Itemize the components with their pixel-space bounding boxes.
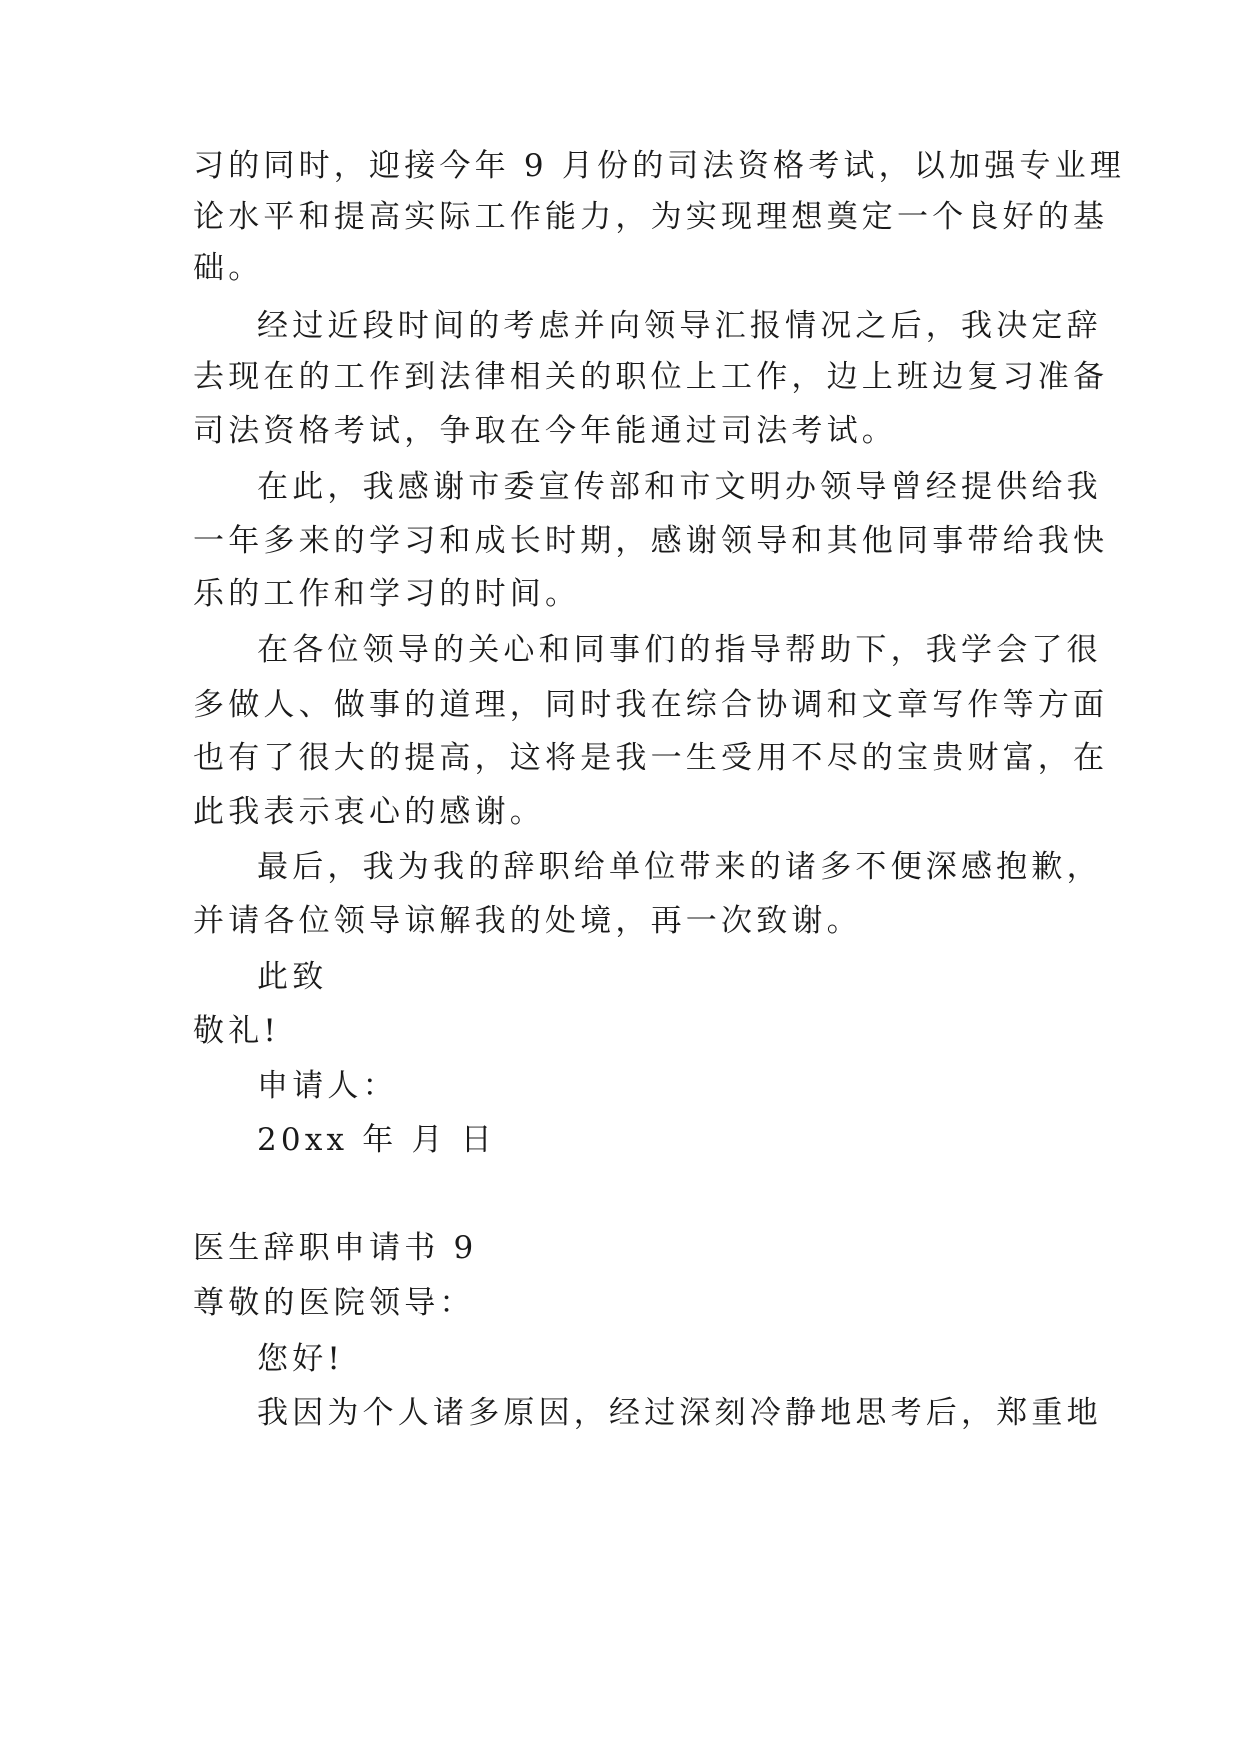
paragraph-5-line-1: 最后，我为我的辞职给单位带来的诸多不便深感抱歉， [257, 849, 1102, 885]
next-letter-body-line-1: 我因为个人诸多原因，经过深刻冷静地思考后，郑重地 [257, 1395, 1102, 1431]
paragraph-4-line-3: 也有了很大的提高，这将是我一生受用不尽的宝贵财富，在 [193, 740, 1109, 776]
paragraph-4-line-1: 在各位领导的关心和同事们的指导帮助下，我学会了很 [257, 632, 1102, 668]
next-letter-title: 医生辞职申请书 9 [193, 1230, 478, 1266]
paragraph-5-line-2: 并请各位领导谅解我的处境，再一次致谢。 [193, 903, 862, 939]
paragraph-2-line-2: 去现在的工作到法律相关的职位上工作，边上班边复习准备 [193, 359, 1109, 395]
paragraph-2-line-1: 经过近段时间的考虑并向领导汇报情况之后，我决定辞 [257, 308, 1102, 344]
paragraph-3-line-3: 乐的工作和学习的时间。 [193, 576, 581, 612]
paragraph-3-line-1: 在此，我感谢市委宣传部和市文明办领导曾经提供给我 [257, 469, 1102, 505]
date-line: 20xx 年 月 日 [257, 1122, 496, 1158]
paragraph-2-line-3: 司法资格考试，争取在今年能通过司法考试。 [193, 413, 897, 449]
paragraph-1-line-2: 论水平和提高实际工作能力，为实现理想奠定一个良好的基 [193, 199, 1109, 235]
closing-salutation: 此致 [257, 959, 328, 995]
closing-regards: 敬礼! [193, 1013, 281, 1049]
paragraph-1-line-1: 习的同时，迎接今年 9 月份的司法资格考试，以加强专业理 [193, 148, 1126, 184]
paragraph-3-line-2: 一年多来的学习和成长时期，感谢领导和其他同事带给我快 [193, 523, 1109, 559]
paragraph-4-line-4: 此我表示衷心的感谢。 [193, 794, 545, 830]
next-letter-greeting: 您好! [257, 1341, 345, 1377]
paragraph-4-line-2: 多做人、做事的道理，同时我在综合协调和文章写作等方面 [193, 687, 1109, 723]
next-letter-addressee: 尊敬的医院领导： [193, 1285, 475, 1321]
applicant-label: 申请人： [257, 1068, 398, 1104]
paragraph-1-line-3: 础。 [193, 250, 264, 286]
